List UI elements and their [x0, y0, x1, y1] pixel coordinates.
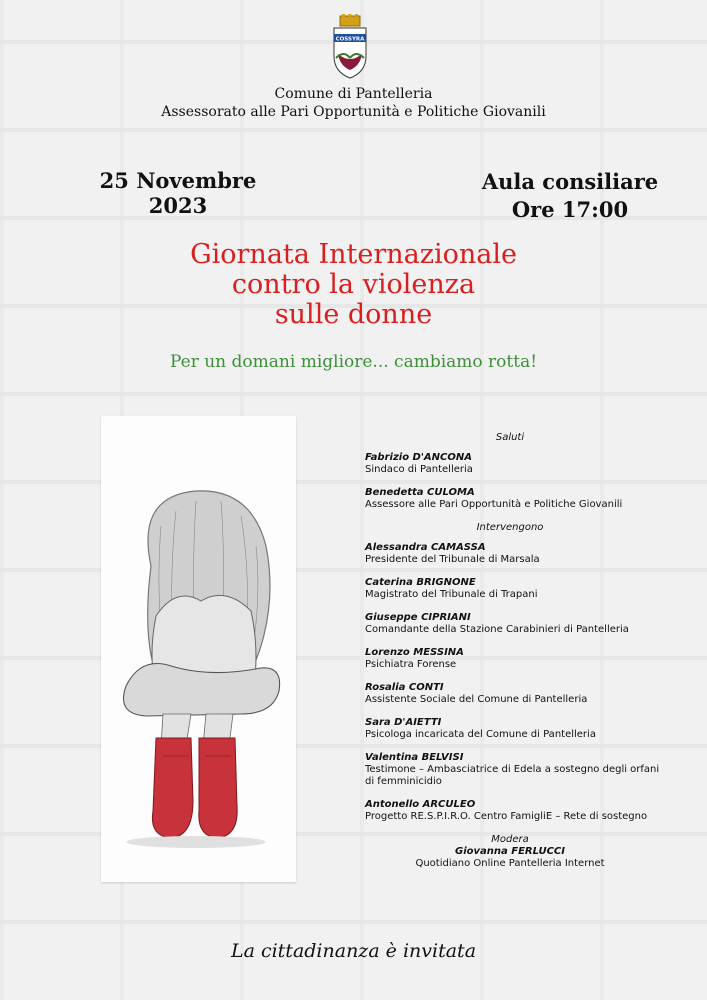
speaker-name: Giuseppe CIPRIANI: [365, 612, 471, 623]
speaker-entry: [365, 452, 665, 476]
event-date: [80, 168, 276, 218]
title-line: contro la violenza: [231, 269, 476, 300]
speaker-entry: [365, 799, 665, 823]
event-title: [0, 240, 707, 330]
speaker-role: Testimone – Ambasciatrice di Edela a sostegno degli orfani di femminicidio: [365, 764, 660, 787]
organization-name: Comune di Pantelleria: [274, 86, 433, 102]
speaker-name: Caterina BRIGNONE: [365, 577, 476, 588]
speaker-name: Valentina BELVISI: [365, 752, 464, 763]
interventi-label: Intervengono: [476, 522, 544, 533]
speaker-name: Benedetta CULOMA: [365, 487, 475, 498]
speaker-role: Comandante della Stazione Carabinieri di Pantelleria: [365, 624, 629, 635]
moderator-role: Quotidiano Online Pantelleria Internet: [415, 858, 605, 869]
speaker-entry: [365, 612, 665, 636]
title-line: Giornata Internazionale: [190, 239, 517, 270]
speaker-role: Psicologa incaricata del Comune di Pantelleria: [365, 729, 596, 740]
speaker-role: Progetto RE.S.P.I.R.O. Centro FamigliE – Rete di sostegno: [365, 811, 648, 822]
moderator-label: Modera: [491, 834, 529, 845]
saluti-label: Saluti: [495, 432, 525, 443]
moderator-block: [365, 834, 655, 870]
speaker-role: Psichiatra Forense: [365, 659, 457, 670]
speaker-role: Assessore alle Pari Opportunità e Politiche Giovanili: [365, 499, 623, 510]
invitation-text: La cittadinanza è invitata: [230, 940, 477, 962]
speaker-entry: [365, 542, 665, 566]
speaker-entry: [365, 717, 665, 741]
municipal-crest-icon: [330, 14, 370, 90]
department-name: Assessorato alle Pari Opportunità e Politiche Giovanili: [161, 104, 546, 120]
speaker-name: Lorenzo MESSINA: [365, 647, 464, 658]
speaker-entry: [365, 577, 665, 601]
speaker-role: Presidente del Tribunale di Marsala: [365, 554, 540, 565]
speaker-entry: [365, 487, 665, 511]
event-program: [365, 432, 665, 870]
speaker-role: Sindaco di Pantelleria: [365, 464, 473, 475]
speaker-name: Sara D'AIETTI: [365, 717, 442, 728]
speaker-name: Rosalia CONTI: [365, 682, 444, 693]
title-line: sulle donne: [274, 299, 433, 330]
event-date-day: 25 Novembre: [99, 168, 257, 193]
event-time: Ore 17:00: [511, 197, 629, 222]
speaker-role: Magistrato del Tribunale di Trapani: [365, 589, 538, 600]
speaker-name: Antonello ARCULEO: [365, 799, 476, 810]
event-date-year: 2023: [148, 193, 208, 218]
speaker-name: Fabrizio D'ANCONA: [365, 452, 472, 463]
speaker-entry: [365, 682, 665, 706]
event-place: [470, 168, 670, 224]
speaker-role: Assistente Sociale del Comune di Pantelleria: [365, 694, 588, 705]
moderator-name: Giovanna FERLUCCI: [455, 846, 565, 857]
event-venue: Aula consiliare: [481, 169, 659, 194]
event-slogan: Per un domani migliore... cambiamo rotta!: [169, 352, 538, 372]
speaker-name: Alessandra CAMASSA: [365, 542, 486, 553]
illustration-woman-red-boots: [101, 416, 296, 882]
crest-banner-text: COSSYRA: [335, 36, 365, 43]
speaker-entry: [365, 752, 665, 788]
speaker-entry: [365, 647, 665, 671]
